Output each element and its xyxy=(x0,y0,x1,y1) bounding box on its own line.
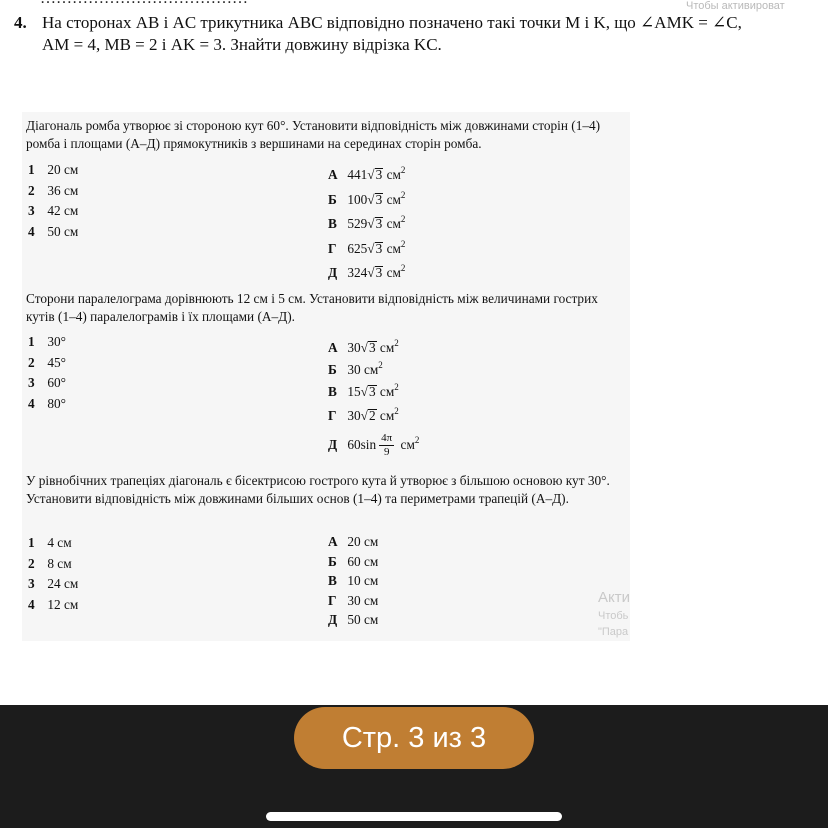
option-letter: Д xyxy=(328,437,338,452)
item-value: 24 см xyxy=(47,576,79,591)
option-coefficient: 529 xyxy=(347,216,368,231)
task-prompt: У рівнобічних трапеціях діагональ є бісектрисою гострого кута й утворює з більшою основою кут 30°. Установити відповідність між довжинами більших основ (1–4) та периметрами трапецій (А–Д). xyxy=(26,473,610,506)
answer-option: Б 100√3 $см^2$ xyxy=(328,183,405,208)
task-rhombus xyxy=(22,112,630,284)
right-column xyxy=(328,332,419,457)
answer-option: В 529√3 $см^2$ xyxy=(328,207,405,232)
left-column xyxy=(28,332,66,414)
item-value: 50 см xyxy=(47,223,79,239)
option-letter: А xyxy=(328,167,338,182)
option-letter: Г xyxy=(328,592,337,608)
left-item xyxy=(28,222,78,243)
answer-option: Г 625√3 $см^2$ xyxy=(328,232,405,257)
item-number: 1 xyxy=(28,334,35,349)
left-item xyxy=(28,533,78,554)
option-letter: Б xyxy=(328,553,337,569)
option-unit: см xyxy=(386,191,401,207)
item-number: 2 xyxy=(28,354,35,370)
page-indicator[interactable]: Стр. 3 из 3 xyxy=(294,707,534,769)
item-value: 4 см xyxy=(47,535,72,550)
option-coefficient: 30 xyxy=(347,340,361,355)
option-letter: А xyxy=(328,534,338,549)
activation-watermark-side xyxy=(598,588,630,640)
unit-exponent: 2 xyxy=(400,189,406,200)
problem-4-text-2: AM = 4, MB = 2 і AK = 3. Знайти довжину відрізка KC. xyxy=(42,35,442,54)
unit-exponent: 2 xyxy=(400,263,406,273)
item-number: 2 xyxy=(28,555,35,571)
radicand: 3 xyxy=(375,167,383,182)
option-unit: см xyxy=(379,340,395,355)
answer-option: В 15√3 $см^2$ xyxy=(328,376,419,399)
viewer-bottom-bar xyxy=(0,705,828,828)
problem-4-text-1: На сторонах AB і AC трикутника ABC відповідно позначено такі точки M і K, що ∠AMK = ∠C, xyxy=(42,13,742,32)
option-unit: см xyxy=(379,384,395,399)
task-parallelogram xyxy=(22,284,630,459)
answer-option: А 30√3 $см^2$ xyxy=(328,332,419,354)
answer-option xyxy=(328,610,378,630)
answer-option: Д 324√3 $см^2$ xyxy=(328,256,405,281)
radicand: 3 xyxy=(375,240,383,256)
unit-exponent: 2 xyxy=(400,238,406,249)
right-column xyxy=(328,532,378,630)
option-letter: В xyxy=(328,573,337,588)
option-letter: Б xyxy=(328,362,337,377)
option-letter: Д xyxy=(328,612,338,627)
answer-option: А 441√3 $см^2$ xyxy=(328,158,405,183)
radicand: 3 xyxy=(375,265,383,280)
item-number: 3 xyxy=(28,203,35,218)
left-column xyxy=(28,160,78,242)
option-coefficient: 441 xyxy=(347,167,368,182)
left-item xyxy=(28,160,78,181)
item-number: 4 xyxy=(28,596,35,612)
item-value: 45° xyxy=(47,354,66,370)
item-number: 3 xyxy=(28,576,35,591)
unit-exponent: 2 xyxy=(400,214,406,224)
option-letter: А xyxy=(328,340,338,355)
option-letter: Г xyxy=(328,408,337,423)
activation-watermark: Чтобы активироват xyxy=(686,0,785,12)
option-value: 60 см xyxy=(347,553,379,569)
task-trapezoid xyxy=(22,459,630,641)
option-value: 30 см xyxy=(347,362,379,377)
left-item xyxy=(28,181,78,202)
fraction-denominator: 9 xyxy=(383,446,390,459)
item-number: 4 xyxy=(28,223,35,239)
radicand: 3 xyxy=(368,340,376,355)
answer-option: Г 30√2 $см^2$ xyxy=(328,399,419,423)
item-value: 36 см xyxy=(47,182,79,198)
right-column xyxy=(328,158,405,281)
answer-option xyxy=(328,354,419,376)
problem-4-line-1 xyxy=(14,12,804,34)
task-prompt: Діагональ ромба утворює зі стороною кут 60°. Установити відповідність між довжинами сторін (1–4) ромба і площами (А–Д) прямокутників з вершинами на серединах сторін ромба. xyxy=(26,118,601,151)
fraction-numerator: 4π xyxy=(381,432,393,445)
option-unit: см xyxy=(386,240,401,256)
item-number: 2 xyxy=(28,182,35,198)
task-prompt: Сторони паралелограма дорівнюють 12 см і 5 см. Установити відповідність між величинами гострих кутів (1–4) паралелограмів і їх площами (А–Д). xyxy=(26,291,598,324)
problem-4 xyxy=(14,12,804,56)
item-value: 12 см xyxy=(47,596,79,612)
unit-exponent: 2 xyxy=(414,435,420,445)
item-value: 42 см xyxy=(47,203,79,218)
watermark-line: "Пара xyxy=(598,626,629,638)
answer-option xyxy=(328,532,378,552)
option-value: 10 см xyxy=(347,573,379,588)
answer-option xyxy=(328,591,378,611)
item-number: 1 xyxy=(28,535,35,550)
option-value: 20 см xyxy=(347,534,379,549)
option-letter: Д xyxy=(328,265,338,280)
left-item xyxy=(28,373,66,394)
left-item xyxy=(28,554,78,575)
option-coefficient: 15 xyxy=(347,384,361,399)
item-number: 3 xyxy=(28,375,35,390)
answer-option xyxy=(328,423,419,457)
left-item xyxy=(28,574,78,595)
unit-exponent: 2 xyxy=(400,165,406,175)
option-letter: В xyxy=(328,216,337,231)
option-unit: см xyxy=(386,167,401,182)
item-value: 80° xyxy=(47,395,66,411)
option-value: 30 см xyxy=(347,592,379,608)
radicand: 3 xyxy=(375,191,383,207)
unit-exponent: 2 xyxy=(394,382,399,392)
fraction xyxy=(379,432,394,459)
item-value: 8 см xyxy=(47,555,72,571)
home-indicator[interactable] xyxy=(266,812,562,821)
option-unit: см xyxy=(400,437,415,452)
unit-exponent: 2 xyxy=(394,406,399,416)
item-value: 60° xyxy=(47,375,66,390)
watermark-line: Акти xyxy=(598,589,630,606)
unit-exponent: 2 xyxy=(378,360,383,370)
radicand: 2 xyxy=(368,408,376,423)
left-item xyxy=(28,394,66,415)
left-item xyxy=(28,201,78,222)
left-item xyxy=(28,353,66,374)
option-value: 50 см xyxy=(347,612,379,627)
option-coefficient: 30 xyxy=(347,408,361,423)
option-unit: см xyxy=(386,216,401,231)
watermark-line: Чтобь xyxy=(598,610,629,622)
option-coefficient: 324 xyxy=(347,265,368,280)
option-letter: Г xyxy=(328,240,337,256)
item-number: 4 xyxy=(28,395,35,411)
radicand: 3 xyxy=(375,216,383,231)
left-item xyxy=(28,332,66,353)
problem-number: 4. xyxy=(14,13,27,32)
item-value: 20 см xyxy=(47,162,79,177)
radicand: 3 xyxy=(368,384,376,399)
option-coefficient: 100 xyxy=(347,191,368,207)
option-coefficient: 60sin xyxy=(347,437,377,452)
item-number: 1 xyxy=(28,162,35,177)
left-column xyxy=(28,533,78,615)
option-unit: см xyxy=(379,408,395,423)
previous-text-fragment xyxy=(40,0,248,8)
option-unit: см xyxy=(386,265,401,280)
option-letter: Б xyxy=(328,191,337,207)
option-letter: В xyxy=(328,384,337,399)
left-item xyxy=(28,595,78,616)
answer-option xyxy=(328,571,378,591)
option-coefficient: 625 xyxy=(347,240,368,256)
unit-exponent: 2 xyxy=(394,338,399,348)
item-value: 30° xyxy=(47,334,66,349)
answer-option xyxy=(328,552,378,572)
